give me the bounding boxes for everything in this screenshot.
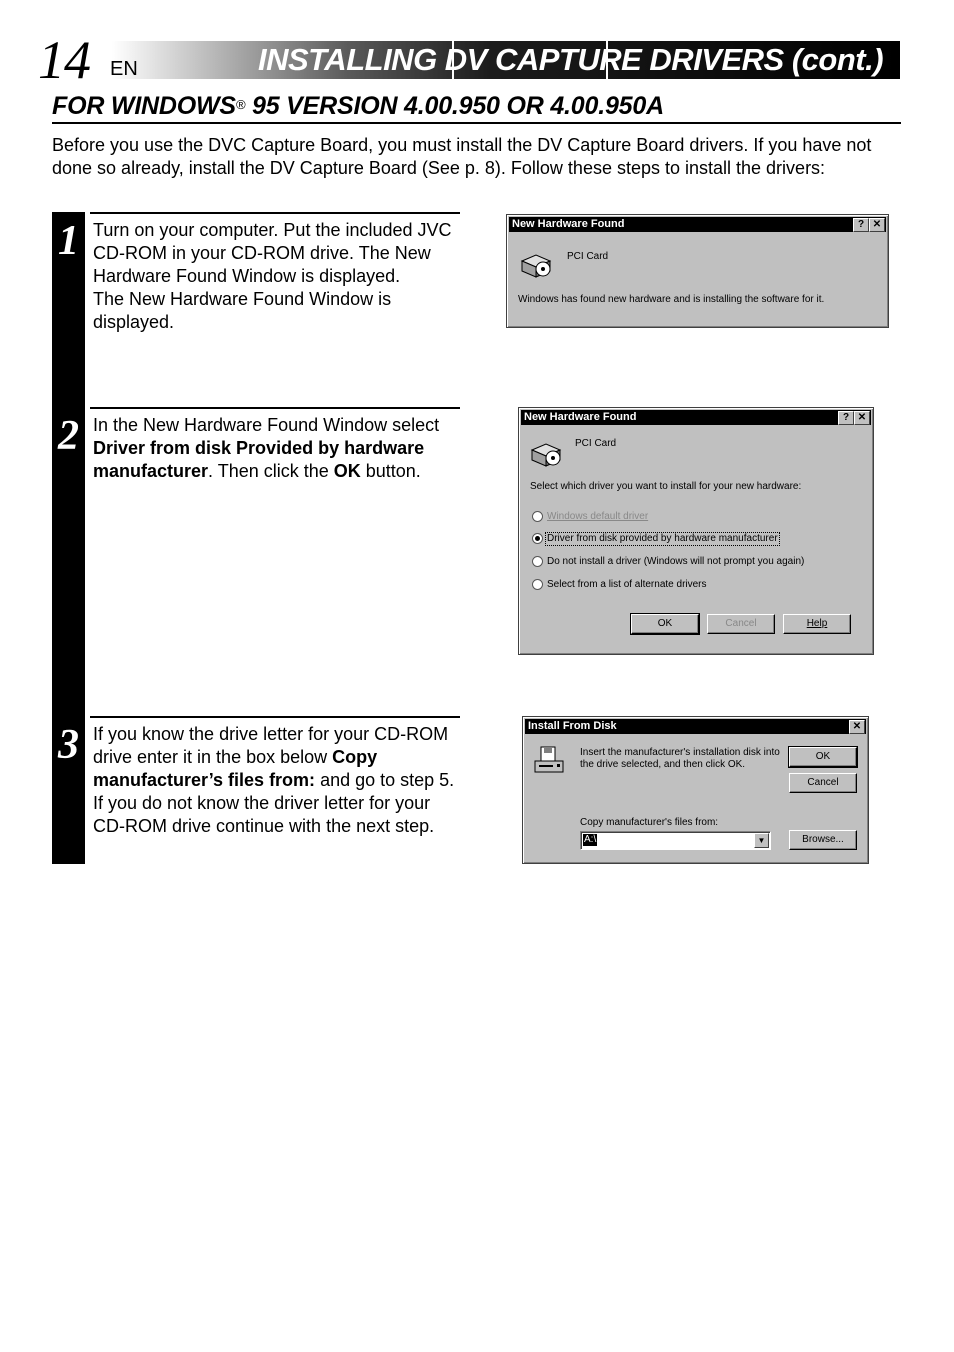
option-label: Windows default driver	[547, 511, 649, 522]
copy-from-combobox[interactable]	[580, 831, 771, 850]
step-1-number: 1	[58, 218, 79, 264]
install-message: the drive selected, and then click OK.	[580, 759, 746, 770]
radio-windows-default[interactable]	[532, 511, 543, 522]
section-divider	[52, 122, 901, 124]
driver-prompt: Select which driver you want to install for your new hardware:	[530, 481, 802, 492]
section-title	[52, 90, 664, 122]
disk-drive-icon	[533, 745, 565, 775]
step-3-text-part: If you know the drive letter for your CD-ROM drive enter it in the box below	[93, 724, 449, 767]
cancel-button[interactable]: Cancel	[789, 773, 857, 793]
device-name: PCI Card	[567, 251, 609, 262]
step-3-number: 3	[58, 722, 79, 768]
select-driver-dialog	[518, 407, 874, 655]
step-2-ok-name: OK	[333, 461, 361, 481]
radio-do-not-install[interactable]	[532, 556, 543, 567]
pci-card-icon	[519, 247, 553, 281]
section-title-prefix: FOR WINDOWS	[52, 92, 236, 120]
close-title-button[interactable]: ✕	[854, 411, 870, 425]
cancel-button[interactable]: Cancel	[707, 614, 775, 634]
page-number: 14	[38, 30, 90, 90]
help-button[interactable]: Help	[783, 614, 851, 634]
step-2-text-part: In the New Hardware Found Window select	[93, 415, 440, 435]
copy-from-value[interactable]: A:\	[584, 834, 597, 845]
step-3-text	[93, 723, 461, 838]
help-title-button[interactable]: ?	[838, 411, 854, 425]
step-2-rule	[90, 407, 460, 409]
section-title-suffix: 95 VERSION 4.00.950 OR 4.00.950A	[245, 92, 664, 120]
pci-card-icon	[529, 436, 563, 470]
option-label: Driver from disk provided by hardware manufacturer	[547, 533, 778, 544]
step-3-rule	[90, 716, 460, 718]
device-name: PCI Card	[575, 438, 617, 449]
option-label: Do not install a driver (Windows will not prompt you again)	[547, 556, 805, 567]
step-2-option-name: Driver from disk Provided by hardware manufacturer	[93, 438, 425, 481]
step-1-text: Turn on your computer. Put the included JVC CD-ROM in your CD-ROM drive. The New Hardware Found Window is displayed. The New Hardware Found Window is displayed.	[93, 220, 452, 332]
help-title-button[interactable]: ?	[853, 218, 869, 232]
step-3-text-part: and go to step 5. If you do not know the driver letter for your CD-ROM drive continue with the next step.	[93, 770, 455, 836]
browse-button[interactable]: Browse...	[789, 830, 857, 850]
dialog-message: Windows has found new hardware and is installing the software for it.	[518, 294, 825, 305]
close-title-button[interactable]: ✕	[849, 720, 865, 734]
intro-paragraph: Before you use the DVC Capture Board, you must install the DV Capture Board drivers. If you have not done so already, install the DV Capture Board (See p. 8). Follow these steps to install the drivers:	[52, 135, 872, 178]
dialog-title: Install From Disk	[525, 719, 866, 734]
new-hardware-dialog	[506, 214, 889, 328]
radio-driver-from-disk[interactable]	[532, 533, 543, 544]
ok-button[interactable]: OK	[789, 747, 857, 767]
ok-button[interactable]: OK	[631, 614, 699, 634]
dialog-title: New Hardware Found	[521, 410, 871, 425]
copy-from-label: Copy manufacturer's files from:	[580, 817, 719, 828]
radio-alternate-drivers[interactable]	[532, 579, 543, 590]
dialog-title: New Hardware Found	[509, 217, 886, 232]
registered-mark: ®	[235, 97, 246, 112]
close-title-button[interactable]: ✕	[869, 218, 885, 232]
step-2-text-part: . Then click the	[208, 461, 334, 481]
step-1-rule	[90, 212, 460, 214]
install-message: Insert the manufacturer's installation disk into	[580, 747, 780, 758]
step-3-field-name: Copy manufacturer’s files from:	[93, 747, 378, 790]
install-from-disk-dialog	[522, 716, 869, 864]
dropdown-arrow-icon[interactable]: ▼	[754, 833, 769, 848]
option-label: Select from a list of alternate drivers	[547, 579, 707, 590]
step-2-text	[93, 414, 461, 483]
step-2-number: 2	[58, 413, 79, 459]
page-title: INSTALLING DV CAPTURE DRIVERS (cont.)	[258, 42, 884, 77]
page-language: EN	[110, 58, 138, 80]
step-2-text-part: button.	[360, 461, 421, 481]
